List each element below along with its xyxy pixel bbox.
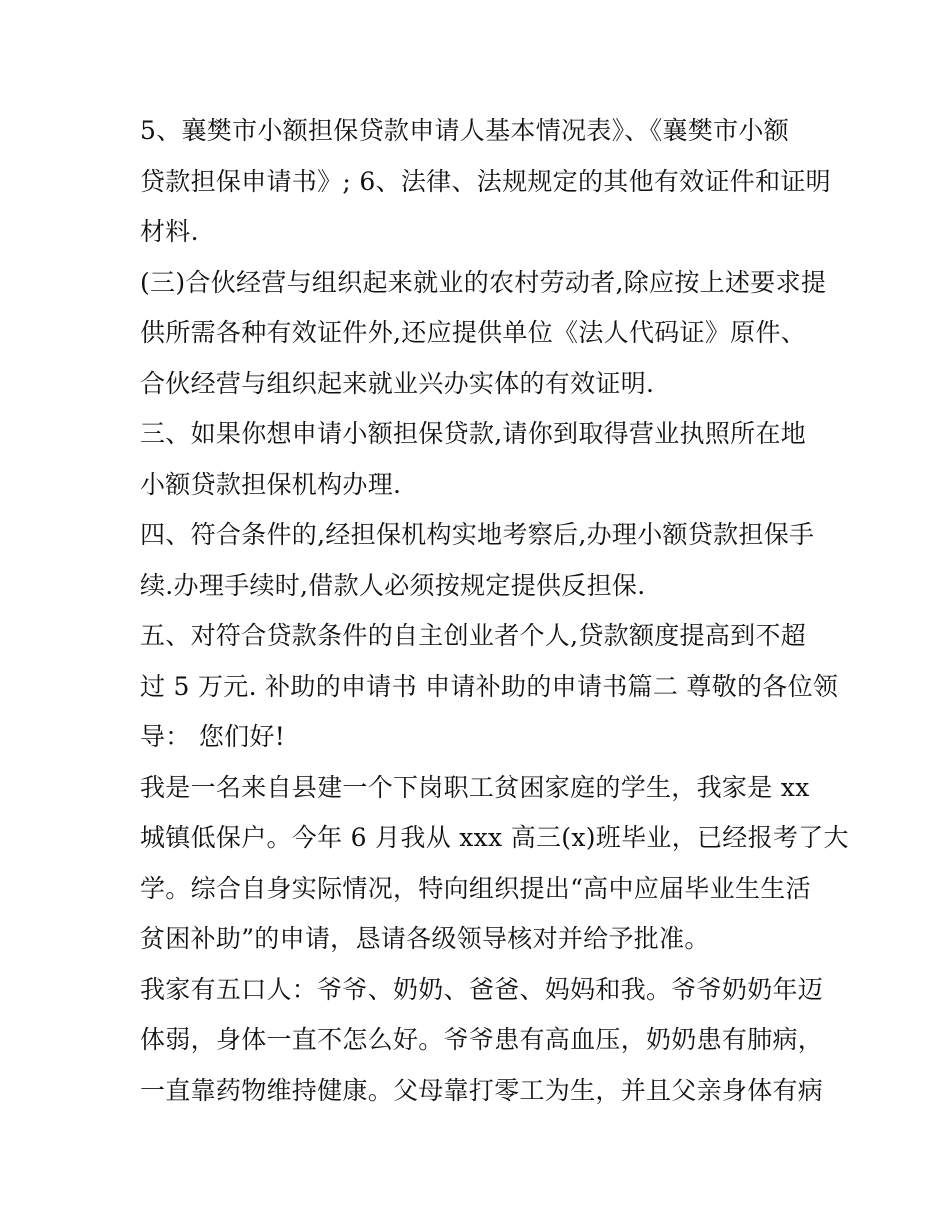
text-line: 供所需各种有效证件外,还应提供单位《法人代码证》原件、 xyxy=(140,318,807,347)
text-line: 五、对符合贷款条件的自主创业者个人,贷款额度提高到不超 xyxy=(140,621,807,650)
text-line: 材料. xyxy=(140,217,199,246)
text-line: 四、符合条件的,经担保机构实地考察后,办理小额贷款担保手 xyxy=(140,520,815,549)
text-line: (三)合伙经营与组织起来就业的农村劳动者,除应按上述要求提 xyxy=(140,267,827,297)
text-line: 一直靠药物维持健康。父母靠打零工为生，并且父亲身体有病 xyxy=(140,1075,824,1105)
text-line: 学。综合自身实际情况，特向组织提出“高中应届毕业生生活 xyxy=(140,873,811,903)
text-line: 续.办理手续时,借款人必须按规定提供反担保. xyxy=(140,570,646,600)
text-line: 三、如果你想申请小额担保贷款,请你到取得营业执照所在地 xyxy=(140,419,807,448)
text-line: 过 5 万元. 补助的申请书 申请补助的申请书篇二 尊敬的各位领 xyxy=(140,671,839,701)
text-line: 5、襄樊市小额担保贷款申请人基本情况表》、《襄樊市小额 xyxy=(140,116,790,145)
text-line: 体弱，身体一直不怎么好。爷爷患有高血压，奶奶患有肺病， xyxy=(140,1025,824,1054)
text-line: 导： 您们好! xyxy=(140,722,286,751)
text-line: 小额贷款担保机构办理. xyxy=(140,469,402,499)
text-line: 贫困补助”的申请，恳请各级领导核对并给予批准。 xyxy=(140,924,710,953)
text-line: 城镇低保户。今年 6 月我从 xxx 高三(x)班毕业，已经报考了大 xyxy=(140,823,849,852)
text-line: 我家有五口人：爷爷、奶奶、爸爸、妈妈和我。爷爷奶奶年迈 xyxy=(140,974,824,1004)
text-line: 合伙经营与组织起来就业兴办实体的有效证明. xyxy=(140,368,655,398)
text-line: 贷款担保申请书》; 6、法律、法规规定的其他有效证件和证明 xyxy=(140,166,831,196)
text-line: 我是一名来自县建一个下岗职工贫困家庭的学生，我家是 xx xyxy=(140,772,810,802)
document-body xyxy=(140,106,849,1116)
